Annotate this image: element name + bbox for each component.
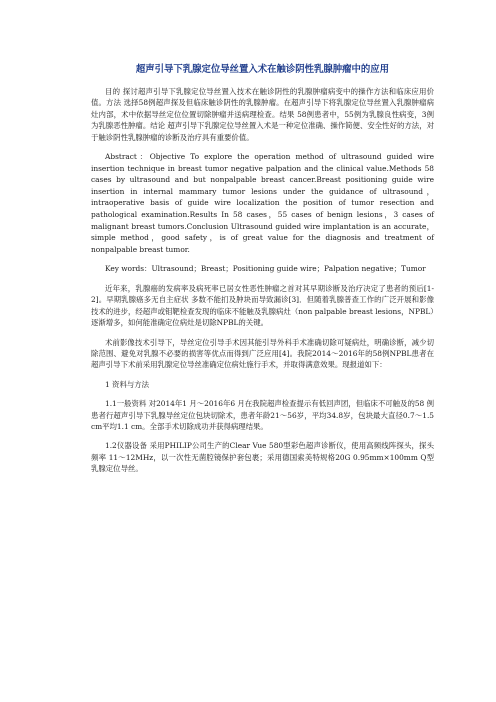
document-page — [91, 63, 434, 475]
abstract-english: Abstract：Objective To explore the operation method of ultrasound guided wire insertion technique in breast tumor negative palpation and the clinical value.Methods 58 cases by ultrasound and but nonpalpable breast cancer.Breast positioning guide wire insertion in internal mammary tumor lesions under the guidance of ultrasound，intraoperative basis of guide wire localization the position of tumor resection and pathological examination.Results In 58 cases，55 cases of benign lesions，3 cases of malignant breast tumors.Conclusion Ultrasound guided wire implantation is an accurate，simple method，good safety，is of great value for the diagnosis and treatment of nonpalpable breast tumor. — [91, 152, 434, 254]
intro-paragraph-1: 近年来，乳腺癌的发病率及病死率已居女性恶性肿瘤之首对其早期诊断及治疗决定了患者的预后[1-2]。早期乳腺癌多无自主症状 多数不能扪及肿块而导致漏诊[3]．但随着乳腺普查工作的广泛开展和影像技术的进步，经超声或钼靶检查发现的临床不能触及乳腺病灶（non palpable breast lesions，NPBL）逐渐增多，如何能准确定位病灶是切除NPBL的关键。 — [91, 283, 434, 328]
keywords: Key words：Ultrasound；Breast；Positioning guide wire；Palpation negative；Tumor — [105, 264, 426, 274]
intro-paragraph-2: 术前影像技术引导下，导丝定位引导手术因其能引导外科手术准确切除可疑病灶，明确诊断，减少切除范围、避免对乳腺不必要的损害等优点而得到广泛应用[4]。我院2014～2016年的58例NPBL患者在超声引导下术前采用乳腺定位导丝准确定位病灶施行手术，并取得满意效果。现报道如下： — [91, 337, 434, 370]
abstract-chinese: 目的 探讨超声引导下乳腺定位导丝置入技术在触诊阴性的乳腺肿瘤病变中的操作方法和临床应用价值。方法 选择58例超声探及但临床触诊阴性的乳腺肿瘤。在超声引导下将乳腺定位导丝置入乳腺肿瘤病灶内部，术中依据导丝定位位置切除肿瘤并送病理检查。结果 58例患者中，55例为乳腺良性病变，3例为乳腺恶性肿瘤。结论 超声引导下乳腺定位导丝置入术是一种定位准确、操作简便、安全性好的方法，对于触诊阴性乳腺肿瘤的诊断及治疗具有重要价值。 — [91, 87, 434, 142]
section-1-2-equipment: 1.2仪器设备 采用PHILIP公司生产的Clear Vue 580型彩色超声诊断仪，使用高频线阵探头，探头频率 11～12MHz，以一次性无菌腔镜保护套包裹；采用德国索美特规格20G 0.95mm×100mm Q型乳腺定位导丝。 — [91, 441, 434, 474]
article-title: 超声引导下乳腺定位导丝置入术在触诊阴性乳腺肿瘤中的应用 — [135, 64, 390, 75]
section-1-1-general-data: 1.1一般资料 对2014年1 月～2016年6 月在我院超声检查提示有低回声团，但临床不可触及的58 例患者行超声引导下乳腺导丝定位包块切除术，患者年龄21～56岁，平均34.8岁，包块最大直径0.7～1.5 cm平均1.1 cm。全部手术切除成功并获得病理结果。 — [91, 399, 434, 432]
section-heading-materials-methods: 1 资料与方法 — [105, 379, 150, 389]
